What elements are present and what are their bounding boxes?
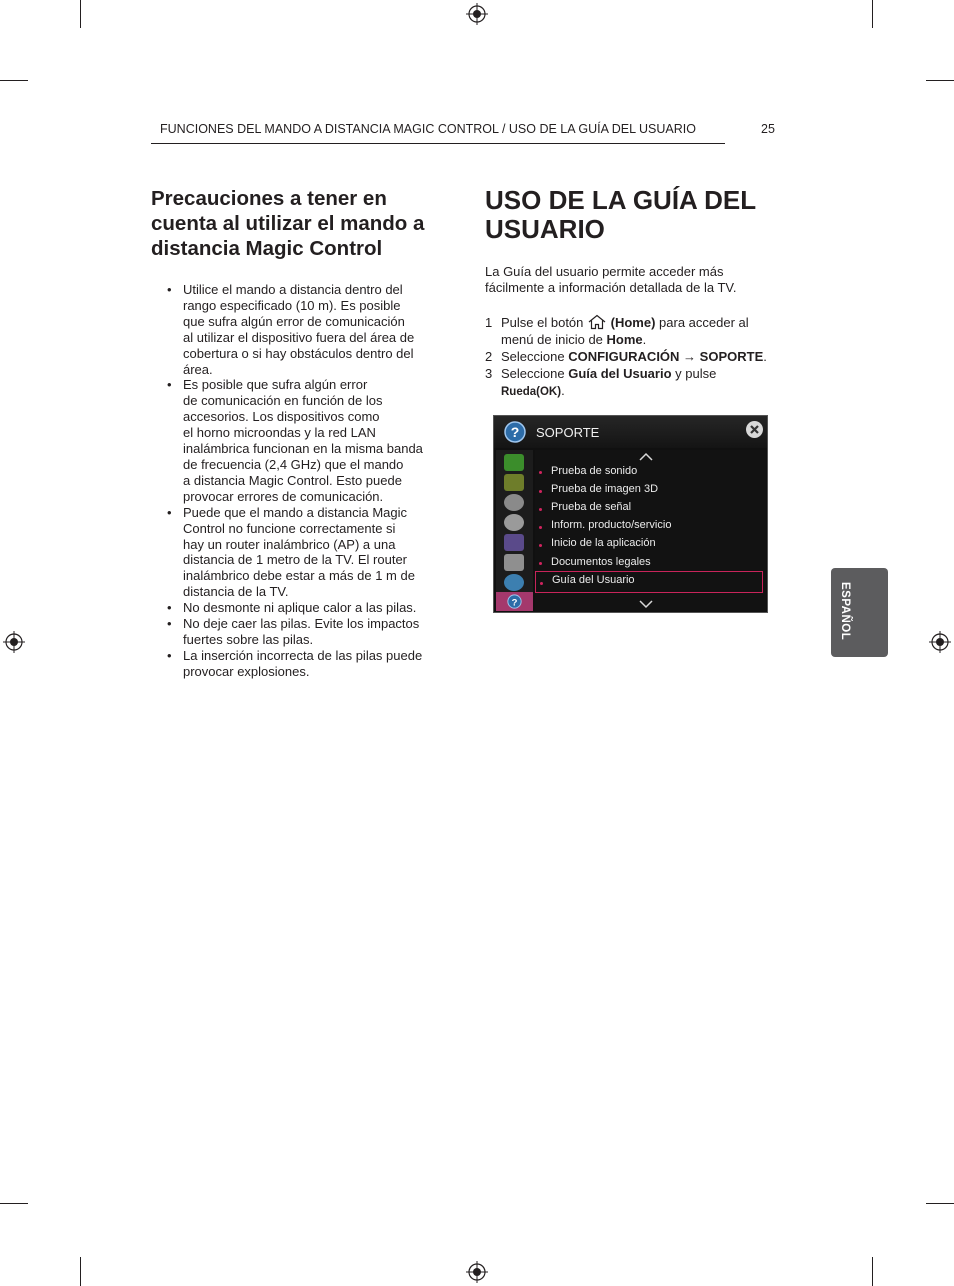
tv-menu-sidebar xyxy=(496,450,533,611)
picture-icon[interactable] xyxy=(504,454,524,471)
bullet-icon: • xyxy=(167,282,172,297)
bullet-dot xyxy=(539,526,542,529)
time-icon[interactable] xyxy=(504,514,524,531)
step-number: 3 xyxy=(485,366,493,381)
support-icon xyxy=(505,593,524,610)
step-3 xyxy=(485,365,780,401)
intro-paragraph: La Guía del usuario permite acceder más fácilmente a información detallada de la TV. xyxy=(485,264,737,295)
list-item xyxy=(167,282,447,377)
svg-text:?: ? xyxy=(511,597,518,609)
step-number: 2 xyxy=(485,349,493,364)
page-number: 25 xyxy=(761,122,775,136)
bullet-dot xyxy=(539,490,542,493)
bullet-icon: • xyxy=(167,600,172,616)
precautions-list xyxy=(167,282,447,680)
menu-item-prueba-senal[interactable]: Prueba de señal xyxy=(551,501,632,513)
bullet-icon: • xyxy=(167,504,172,520)
steps-list xyxy=(485,314,780,401)
running-header: FUNCIONES DEL MANDO A DISTANCIA MAGIC CONTROL / USO DE LA GUÍA DEL USUARIO xyxy=(160,122,696,136)
registration-mark-icon xyxy=(466,3,488,25)
section-heading-user-guide: USO DE LA GUÍA DEL USUARIO xyxy=(485,185,756,244)
crop-mark xyxy=(0,80,28,81)
list-item xyxy=(167,616,447,648)
tv-support-menu xyxy=(493,415,768,613)
svg-text:?: ? xyxy=(510,424,520,440)
lock-icon[interactable] xyxy=(504,534,524,551)
step-text: Seleccione xyxy=(501,349,569,364)
list-item xyxy=(167,648,447,680)
step-text: para acceder al xyxy=(655,315,749,330)
menu-item-selected[interactable] xyxy=(535,571,763,593)
step-text-bold: Rueda(OK) xyxy=(501,386,562,398)
close-icon[interactable] xyxy=(745,420,764,439)
menu-item-guia-usuario[interactable]: Guía del Usuario xyxy=(552,574,635,586)
tv-menu-title: SOPORTE xyxy=(536,425,600,440)
crop-mark xyxy=(872,1257,873,1286)
step-text: y pulse xyxy=(671,366,717,381)
crop-mark xyxy=(0,1203,28,1204)
chevron-up-icon[interactable] xyxy=(638,452,654,462)
bullet-icon: • xyxy=(167,616,172,632)
channel-icon[interactable] xyxy=(504,494,524,511)
home-icon xyxy=(587,314,607,330)
crop-mark xyxy=(926,80,954,81)
network-icon[interactable] xyxy=(504,574,524,591)
menu-item-prueba-sonido[interactable]: Prueba de sonido xyxy=(551,465,638,477)
step-text: Seleccione xyxy=(501,366,569,381)
step-1 xyxy=(485,314,780,348)
tv-menu-list xyxy=(535,450,766,611)
menu-item-documentos-legales[interactable]: Documentos legales xyxy=(551,556,651,568)
arrow-text: → xyxy=(679,349,700,364)
step-text-bold: Guía del Usuario xyxy=(568,366,672,381)
language-tab xyxy=(831,568,888,657)
option-icon[interactable] xyxy=(504,554,524,571)
list-item-text: Es posible que sufra algún error de comunicación en función de los accesorios. Los dispositivos como el horno microondas y la red LAN inalámbrica funcionan en la misma banda de frecuencia (2,4 GHz) que el mando a distancia Magic Control. Esto puede provocar errores de comunicación. xyxy=(183,377,423,504)
step-text-bold: (Home) xyxy=(610,315,656,330)
list-item xyxy=(167,600,447,616)
list-item xyxy=(167,505,447,600)
step-number: 1 xyxy=(485,315,493,330)
tv-menu-header xyxy=(494,416,767,448)
step-text: Pulse el botón xyxy=(501,315,588,330)
menu-item-inform-producto[interactable]: Inform. producto/servicio xyxy=(551,519,672,531)
sidebar-selected[interactable] xyxy=(496,592,533,611)
language-tab-label: ESPAÑOL xyxy=(839,582,851,641)
registration-mark-icon xyxy=(929,631,951,653)
crop-mark xyxy=(80,0,81,28)
step-2 xyxy=(485,348,780,365)
help-icon xyxy=(504,421,526,443)
section-heading-precautions: Precauciones a tener en cuenta al utilizar el mando a distancia Magic Control xyxy=(151,187,425,260)
step-text-bold: Home xyxy=(606,332,643,347)
list-item-text: Puede que el mando a distancia Magic Control no funcione correctamente si hay un router inalámbrico (AP) a una distancia de 1 metro de la TV. El router inalámbrico debe estar a más de 1 m de distancia de la TV. xyxy=(183,504,415,600)
chevron-down-icon[interactable] xyxy=(638,599,654,609)
step-text: menú de inicio de xyxy=(501,332,607,347)
registration-mark-icon xyxy=(3,631,25,653)
crop-mark xyxy=(872,0,873,28)
registration-mark-icon xyxy=(466,1261,488,1283)
crop-mark xyxy=(926,1203,954,1204)
bullet-dot xyxy=(539,544,542,547)
list-item-text: No desmonte ni aplique calor a las pilas. xyxy=(183,600,417,616)
step-text-bold: SOPORTE xyxy=(699,349,764,364)
crop-mark xyxy=(80,1257,81,1286)
step-text: . xyxy=(561,383,565,398)
bullet-dot xyxy=(540,582,543,585)
list-item-text: La inserción incorrecta de las pilas puede provocar explosiones. xyxy=(183,647,423,679)
bullet-icon: • xyxy=(167,647,172,663)
step-text: . xyxy=(763,349,767,364)
menu-item-prueba-imagen-3d[interactable]: Prueba de imagen 3D xyxy=(551,483,659,495)
list-item-text: No deje caer las pilas. Evite los impactos fuertes sobre las pilas. xyxy=(183,616,420,647)
bullet-dot xyxy=(539,562,542,565)
step-text-bold: CONFIGURACIÓN xyxy=(568,349,680,364)
step-text: . xyxy=(642,332,647,347)
list-item-text: Utilice el mando a distancia dentro del rango especificado (10 m). Es posible que sufra algún error de comunicación al utilizar el dispositivo fuera del área de cobertura o si hay obstáculos dentro del área. xyxy=(183,282,415,377)
menu-item-inicio-aplicacion[interactable]: Inicio de la aplicación xyxy=(551,537,656,549)
bullet-dot xyxy=(539,508,542,511)
list-item xyxy=(167,377,447,504)
bullet-dot xyxy=(539,471,542,474)
bullet-icon: • xyxy=(167,377,172,393)
sound-icon[interactable] xyxy=(504,474,524,491)
header-rule xyxy=(151,143,725,144)
